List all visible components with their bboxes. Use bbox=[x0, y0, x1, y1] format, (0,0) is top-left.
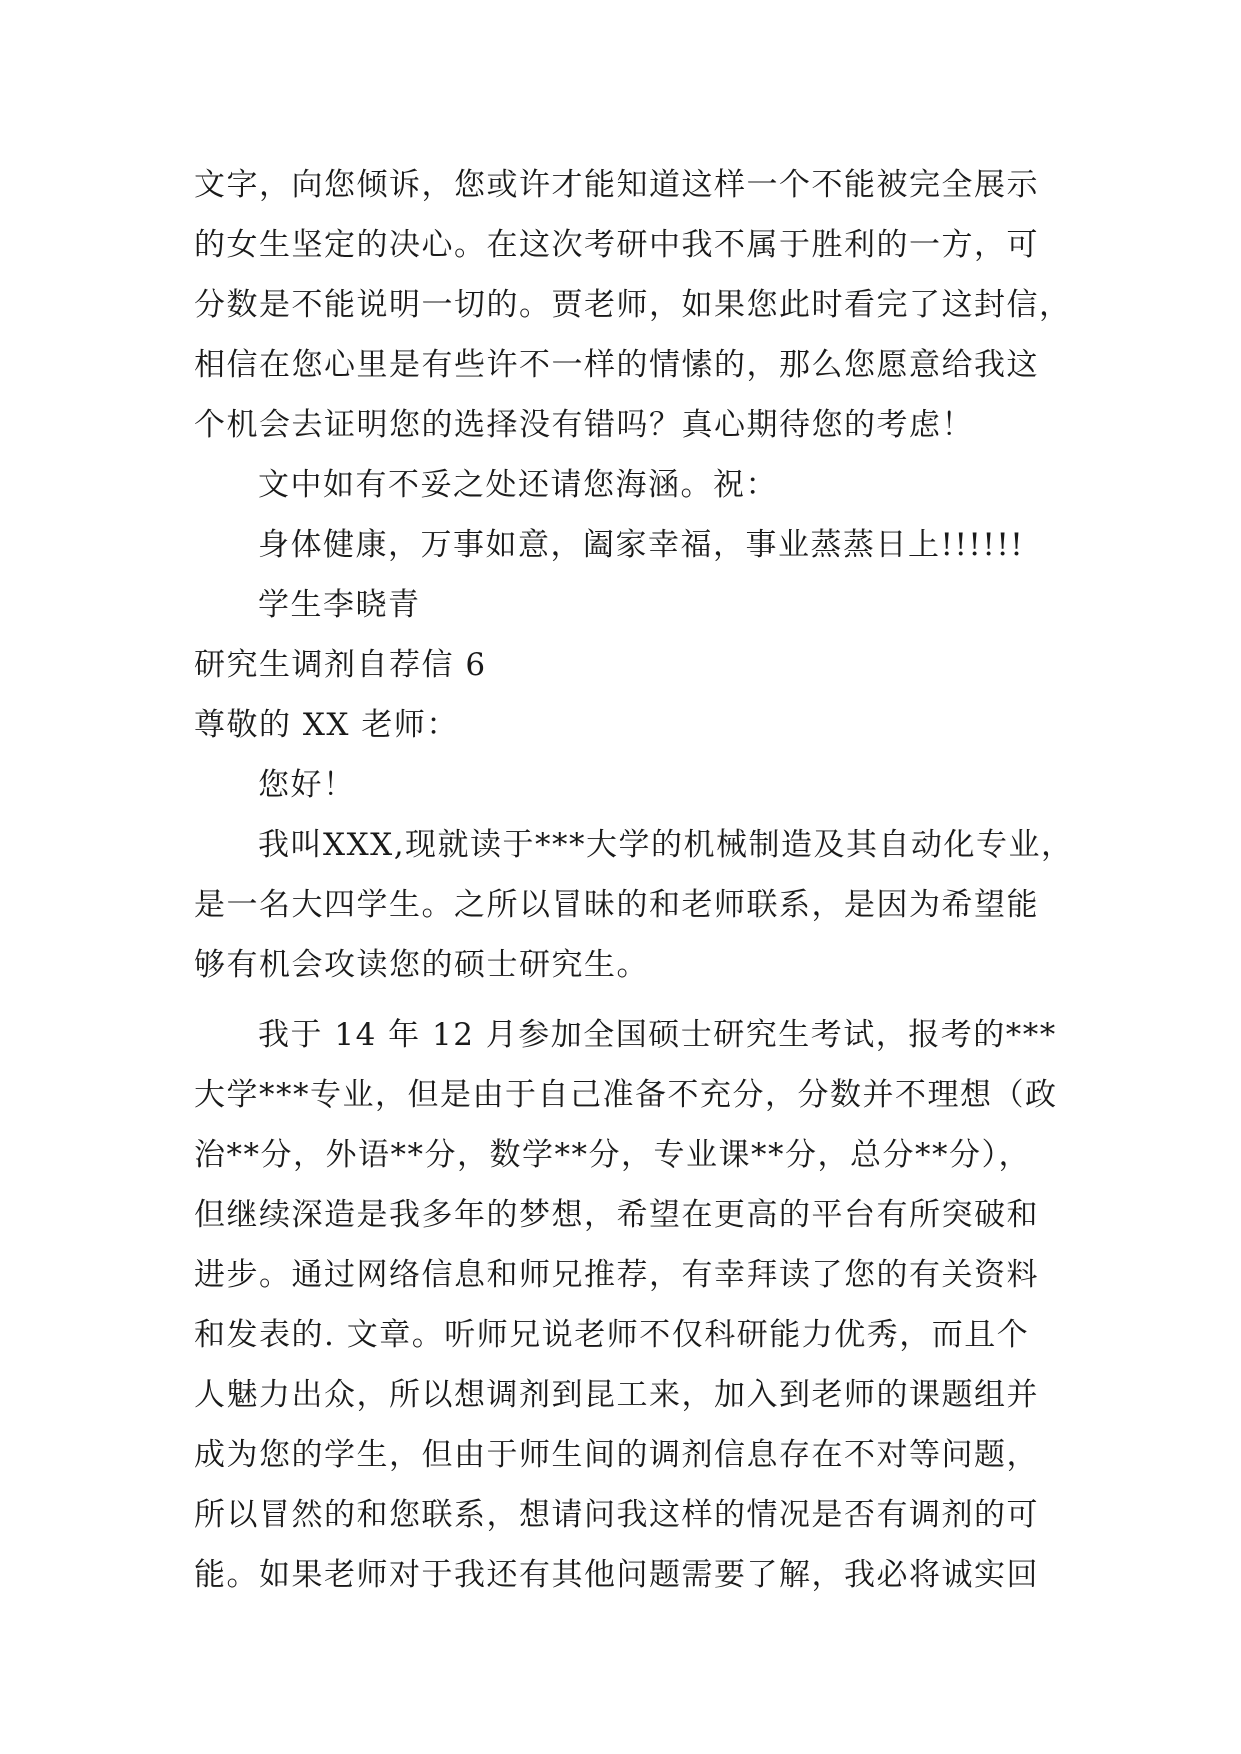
section-title: 研究生调剂自荐信 6 bbox=[194, 647, 487, 683]
body-line: 所以冒然的和您联系，想请问我这样的情况是否有调剂的可 bbox=[194, 1497, 1039, 1533]
body-line: 我于 14 年 12 月参加全国硕士研究生考试，报考的*** bbox=[258, 1017, 1057, 1053]
body-line: 我叫XXX,现就读于***大学的机械制造及其自动化专业， bbox=[258, 827, 1074, 863]
body-line: 成为您的学生，但由于师生间的调剂信息存在不对等问题， bbox=[194, 1437, 1039, 1473]
body-line: 个机会去证明您的选择没有错吗？真心期待您的考虑！ bbox=[194, 407, 974, 443]
body-line: 相信在您心里是有些许不一样的情愫的，那么您愿意给我这 bbox=[194, 347, 1039, 383]
body-line: 和发表的. 文章。听师兄说老师不仅科研能力优秀，而且个 bbox=[194, 1317, 1030, 1353]
body-line: 文字，向您倾诉，您或许才能知道这样一个不能被完全展示 bbox=[194, 167, 1039, 203]
body-line: 人魅力出众，所以想调剂到昆工来，加入到老师的课题组并 bbox=[194, 1377, 1039, 1413]
body-line: 但继续深造是我多年的梦想，希望在更高的平台有所突破和 bbox=[194, 1197, 1039, 1233]
body-line: 是一名大四学生。之所以冒昧的和老师联系，是因为希望能 bbox=[194, 887, 1039, 923]
body-line: 分数是不能说明一切的。贾老师，如果您此时看完了这封信， bbox=[194, 287, 1072, 323]
body-line: 进步。通过网络信息和师兄推荐，有幸拜读了您的有关资料 bbox=[194, 1257, 1039, 1293]
signature: 学生李晓青 bbox=[258, 587, 421, 623]
body-line: 够有机会攻读您的硕士研究生。 bbox=[194, 947, 649, 983]
closing-line: 文中如有不妥之处还请您海涵。祝： bbox=[258, 467, 778, 503]
greeting: 您好！ bbox=[258, 767, 356, 803]
body-line: 能。如果老师对于我还有其他问题需要了解，我必将诚实回 bbox=[194, 1557, 1039, 1593]
body-line: 的女生坚定的决心。在这次考研中我不属于胜利的一方，可 bbox=[194, 227, 1039, 263]
wishes-line: 身体健康，万事如意，阖家幸福，事业蒸蒸日上!!!!!! bbox=[258, 527, 1025, 563]
body-line: 治**分，外语**分，数学**分，专业课**分，总分**分）， bbox=[194, 1137, 1031, 1173]
salutation: 尊敬的 XX 老师： bbox=[194, 707, 459, 743]
body-line: 大学***专业，但是由于自己准备不充分，分数并不理想（政 bbox=[194, 1077, 1058, 1113]
